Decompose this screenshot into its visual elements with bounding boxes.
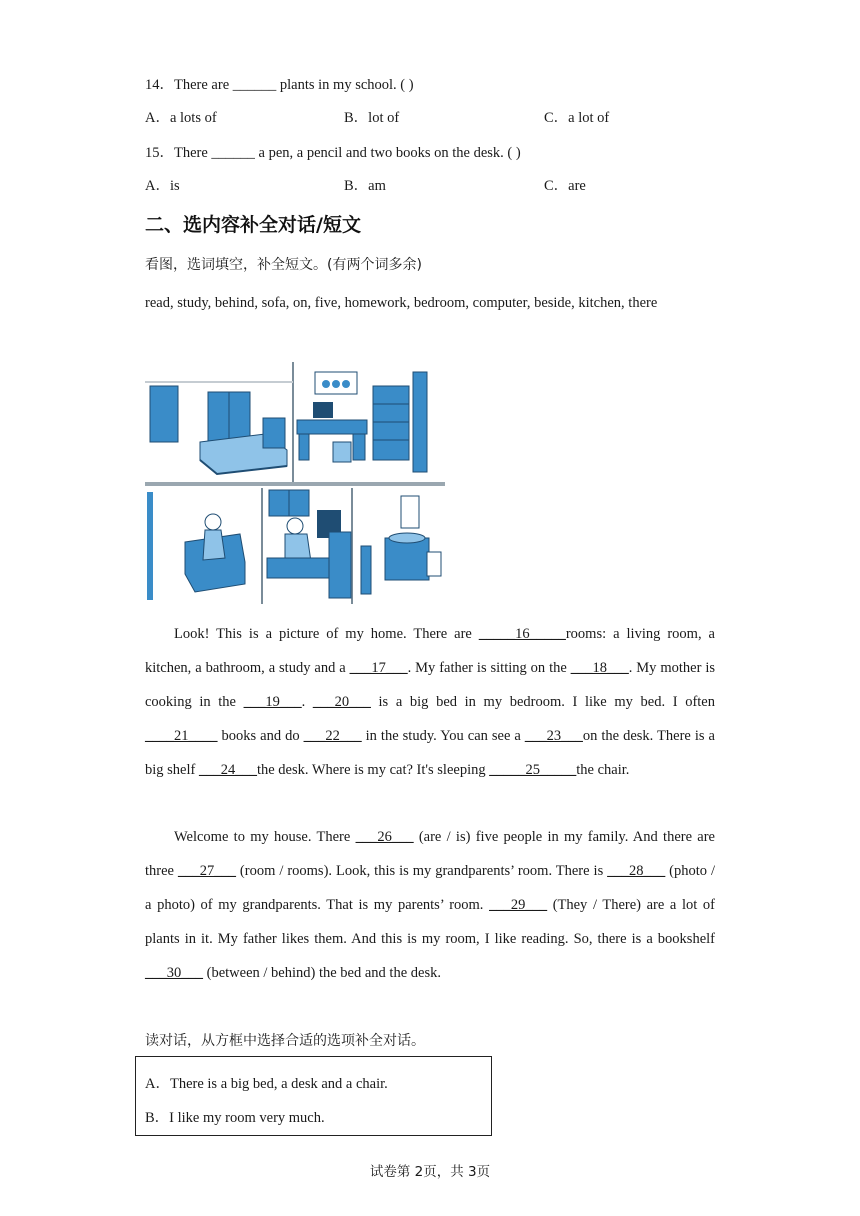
passage-1-text: Look! This is a picture of my home. There are: [174, 626, 479, 642]
study-scene: [297, 372, 427, 472]
q14-option-b[interactable]: B．lot of: [344, 110, 400, 126]
page-footer: 试卷第 2页，共 3页: [369, 1164, 491, 1180]
q15-option-c[interactable]: C．are: [544, 178, 586, 194]
passage-2-text: Welcome to my house. There: [174, 829, 356, 845]
section-instruction: 看图，选词填空，补全短文。(有两个词多余): [145, 257, 422, 273]
passage-2-text: (room / rooms). Look, this is my grandparents’ room. There is: [235, 863, 608, 879]
q15-option-a[interactable]: A．is: [145, 178, 180, 194]
q14-option-c[interactable]: C．a lot of: [544, 110, 610, 126]
passage-1: [145, 617, 715, 787]
q15-option-b[interactable]: B．am: [344, 178, 386, 194]
blank-20[interactable]: ___20___: [312, 694, 371, 710]
blank-23[interactable]: ___23___: [524, 728, 583, 744]
blank-28[interactable]: ___28___: [607, 863, 666, 879]
choice-option-b[interactable]: B．I like my room very much.: [145, 1110, 325, 1126]
blank-21[interactable]: ____21____: [145, 728, 218, 744]
blank-18[interactable]: ___18___: [570, 660, 629, 676]
question-15-stem: 15．There ______ a pen, a pencil and two books on the desk. ( ): [145, 145, 521, 161]
passage-2-text: (between / behind) the bed and the desk.: [203, 965, 441, 981]
passage-1-text: the chair.: [576, 762, 630, 778]
passage-1-text: the desk. Where is my cat? It's sleeping: [256, 762, 490, 778]
passage-2-text: (photo / a photo) of my grandparents. That is my parents’ room.: [145, 863, 716, 913]
bathroom-scene: [361, 496, 441, 594]
blank-30[interactable]: ___30___: [145, 965, 203, 981]
blank-16[interactable]: _____16_____: [478, 626, 566, 642]
q14-option-a[interactable]: A．a lots of: [145, 110, 217, 126]
kitchen-scene: [267, 490, 351, 598]
blank-22[interactable]: ___22___: [303, 728, 362, 744]
passage-1-text: on the desk. There is a big shelf: [145, 728, 715, 778]
passage-1-text: books and do: [217, 728, 304, 744]
section-heading: 二、选内容补全对话/短文: [145, 214, 361, 236]
blank-26[interactable]: ___26___: [355, 829, 414, 845]
living-room-scene: [147, 492, 245, 600]
passage-1-text: . My father is sitting on the: [407, 660, 571, 676]
choice-box: [135, 1056, 492, 1136]
bedroom-scene: [150, 386, 287, 474]
passage-1-text: rooms: a living room, a kitchen, a bathroom, a study and a: [145, 626, 715, 676]
passage-1-text: .: [301, 694, 313, 710]
blank-19[interactable]: ___19___: [243, 694, 302, 710]
choice-option-a[interactable]: A．There is a big bed, a desk and a chair.: [145, 1076, 388, 1092]
dialogue-instruction: 读对话，从方框中选择合适的选项补全对话。: [145, 1033, 425, 1049]
house-illustration: [145, 362, 450, 604]
passage-1-text: in the study. You can see a: [361, 728, 525, 744]
passage-1-text: . My mother is cooking in the: [145, 660, 715, 710]
blank-29[interactable]: ___29___: [489, 897, 548, 913]
blank-24[interactable]: ___24___: [198, 762, 257, 778]
question-14-stem: 14．There are ______ plants in my school. ( ): [145, 77, 414, 93]
blank-17[interactable]: ___17___: [349, 660, 408, 676]
word-bank: read, study, behind, sofa, on, five, homework, bedroom, computer, beside, kitchen, there: [145, 295, 658, 311]
blank-27[interactable]: ___27___: [177, 863, 236, 879]
blank-25[interactable]: _____25_____: [489, 762, 577, 778]
passage-2-text: (They / There) are a lot of plants in it. My father likes them. And this is my room, I like reading. So, there is a bookshelf: [145, 897, 716, 947]
passage-2-text: (are / is) five people in my family. And there are three: [145, 829, 715, 879]
passage-2: [145, 820, 715, 990]
passage-1-text: is a big bed in my bedroom. I like my bed. I often: [370, 694, 715, 710]
